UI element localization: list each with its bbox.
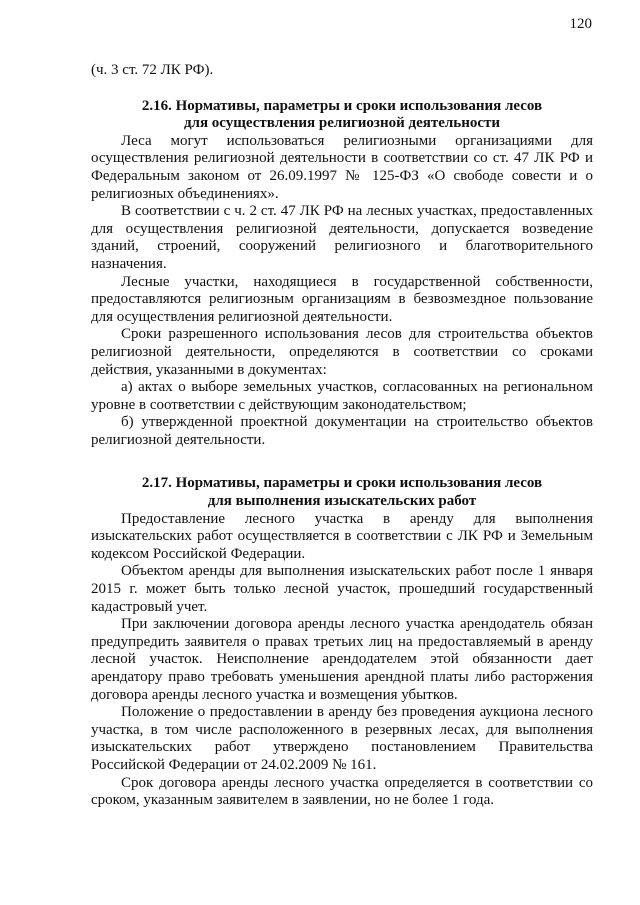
section-2-16-title-line2: для осуществления религиозной деятельности bbox=[183, 115, 501, 132]
paragraph: Сроки разрешенного использования лесов для строительства объектов религиозной деятельности, определяются в соответствии со сроками действия, указанными в документах: bbox=[91, 326, 593, 378]
list-item-b: б) утвержденной проектной документации на строительство объектов религиозной деятельности. bbox=[91, 414, 593, 448]
paragraph: Объектом аренды для выполнения изыскательских работ после 1 января 2015 г. может быть только лесной участок, прошедший государственный кадастровый учет. bbox=[91, 563, 593, 615]
list-item-a: а) актах о выборе земельных участков, согласованных на региональном уровне в соответствии с действующим законодательством; bbox=[91, 379, 593, 413]
paragraph: Предоставление лесного участка в аренду для выполнения изыскательских работ осуществляется в соответствии с ЛК РФ и Земельным кодексом Российской Федерации. bbox=[91, 510, 593, 562]
page-number: 120 bbox=[569, 16, 592, 32]
paragraph: В соответствии с ч. 2 ст. 47 ЛК РФ на лесных участках, предоставленных для осуществления религиозной деятельности, допускается возведение зданий, строений, сооружений религиозного и благотворительного назначения. bbox=[91, 203, 593, 272]
paragraph: Срок договора аренды лесного участка определяется в соответствии со сроком, указанным заявителем в заявлении, но не более 1 года. bbox=[91, 774, 593, 809]
paragraph: Положение о предоставлении в аренду без проведения аукциона лесного участка, в том числе расположенного в резервных лесах, для выполнения изыскательских работ утверждено постановлением Правительства Российской Федерации от 24.02.2009 № 161. bbox=[91, 704, 593, 773]
lead-text: (ч. 3 ст. 72 ЛК РФ). bbox=[91, 62, 214, 78]
section-2-17-title-line2: для выполнения изыскательских работ bbox=[207, 493, 477, 510]
section-2-16-title-line1: 2.16. Нормативы, параметры и сроки использования лесов bbox=[141, 97, 543, 114]
section-2-17-title-line1: 2.17. Нормативы, параметры и сроки использования лесов bbox=[141, 475, 543, 492]
document-body bbox=[91, 62, 593, 810]
paragraph: Леса могут использоваться религиозными организациями для осуществления религиозной деятельности в соответствии со ст. 47 ЛК РФ и Федеральным законом от 26.09.1997 № 125-ФЗ «О свободе совести и о религиозных объединениях». bbox=[91, 132, 593, 202]
section-2-17-heading bbox=[91, 475, 593, 510]
section-2-16-heading bbox=[91, 98, 593, 133]
paragraph: При заключении договора аренды лесного участка арендодатель обязан предупредить заявителя о правах третьих лиц на предоставляемый в аренду лесной участок. Неисполнение арендодателем этой обязанности дает арендатору право требовать уменьшения арендной платы либо расторжения договора аренды лесного участка и возмещения убытков. bbox=[91, 616, 593, 703]
paragraph: Лесные участки, находящиеся в государственной собственности, предоставляются религиозным организациям в безвозмездное пользование для осуществления религиозной деятельности. bbox=[91, 273, 593, 325]
